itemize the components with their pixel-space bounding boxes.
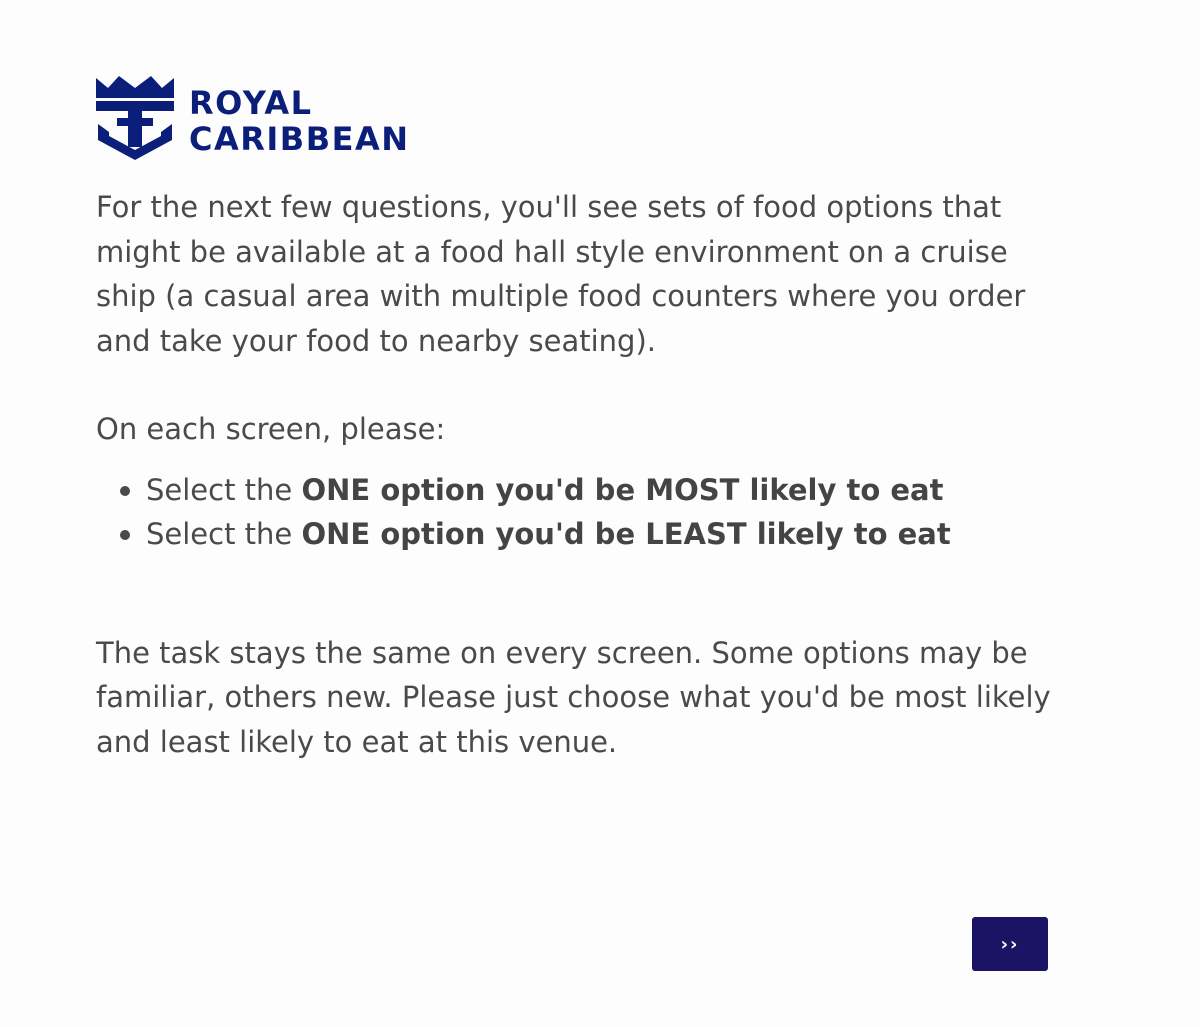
bullet-prefix: Select the (146, 517, 302, 551)
brand-name-line2: CARIBBEAN (189, 120, 410, 158)
bullet-emphasis: ONE option you'd be MOST likely to eat (301, 472, 944, 507)
bullet-emphasis: ONE option you'd be LEAST likely to eat (301, 517, 951, 551)
prompt-text: On each screen, please: (96, 412, 446, 446)
brand-name-line1: ROYAL (189, 84, 313, 122)
list-item-most-likely (120, 468, 1056, 513)
brand-name (189, 85, 409, 157)
brand-logo (95, 74, 409, 162)
list-item-least-likely (120, 512, 1056, 557)
instructions-content (96, 185, 1056, 764)
bullet-icon (120, 486, 130, 496)
crown-anchor-icon (95, 74, 175, 162)
instructions-list (96, 468, 1056, 557)
task-note-paragraph: The task stays the same on every screen. Some options may be familiar, others new. Please just choose what you'd be most likely and least likely to eat at this venue. (96, 635, 1051, 759)
bullet-prefix: Select the (146, 472, 302, 507)
intro-paragraph: For the next few questions, you'll see sets of food options that might be available at a food hall style environment on a cruise ship (a casual area with multiple food counters where you order and take your food to nearby seating). (96, 190, 1026, 358)
bullet-icon (120, 530, 130, 540)
next-button[interactable]: ›› (972, 917, 1048, 971)
